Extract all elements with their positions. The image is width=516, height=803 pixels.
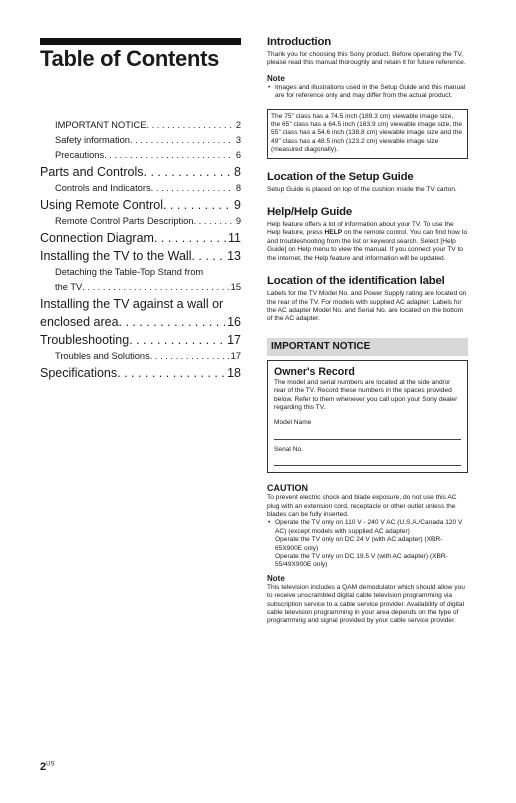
right-column — [267, 35, 468, 626]
note-bullet: • Images and illustrations used in the Setup Guide and this manual are for reference only and may differ from the actual product. — [275, 84, 468, 101]
toc-entry[interactable]: Detaching the Table-Top Stand from the TV . . . 15 — [40, 265, 241, 295]
caution-note-heading: Note — [267, 573, 285, 583]
setup-guide-text: Setup Guide is placed on top of the cushion inside the TV carton. — [267, 185, 457, 193]
toc-entry[interactable]: IMPORTANT NOTICE . . . 2 — [40, 118, 241, 133]
toc-entry[interactable]: Troubles and Solutions . . . 17 — [40, 349, 241, 364]
note-heading: Note — [267, 73, 285, 83]
model-name-field[interactable] — [274, 430, 461, 440]
toc-entry[interactable]: Parts and Controls . . . 8 — [40, 163, 241, 181]
serial-number-label: Serial No. — [274, 445, 303, 453]
help-guide-text: Help feature offers a lot of information about your TV. To use the Help feature, press HELP on the remote control. You can find how to and troubleshooting from the list or keyword search. Select [Help Guide] on Help menu to view the manual. If you connect your TV to the internet, the Help feature and information will be updated. — [267, 221, 468, 262]
screen-size-box: The 75" class has a 74.5 inch (189.3 cm) viewable image size, the 65" class has a 64.5 inch (163.9 cm) viewable image size, the 55" class has a 54.6 inch (138.8 cm) viewable image size and the 49" class has a 48.5 inch (123.2 cm) viewable image size (measured diagonally). — [267, 109, 468, 159]
setup-guide-heading: Location of the Setup Guide — [267, 170, 414, 183]
caution-list — [267, 519, 468, 569]
table-of-contents — [40, 118, 241, 382]
serial-number-field[interactable] — [274, 456, 461, 466]
important-notice-heading: IMPORTANT NOTICE — [267, 338, 468, 356]
toc-entry[interactable]: Remote Control Parts Description . . . 9 — [40, 214, 241, 229]
caution-heading: CAUTION — [267, 483, 308, 494]
toc-entry[interactable]: Controls and Indicators . . . 8 — [40, 181, 241, 196]
toc-entry[interactable]: Installing the TV against a wall or enclosed area . . . 16 — [40, 295, 241, 331]
toc-entry[interactable]: Installing the TV to the Wall . . . 13 — [40, 247, 241, 265]
owners-record-title: Owner's Record — [274, 365, 355, 378]
toc-entry[interactable]: Connection Diagram . . . 11 — [40, 229, 241, 247]
caution-bullet: • Operate the TV only on 110 V - 240 V AC (U.S.A./Canada 120 V AC) (except models with supplied AC adapter) Operate the TV only on DC 24 V (with AC adapter) (XBR-65X900E only) Operate the TV only on DC 19.5 V (with AC adapter) (XBR-55/49X900E only) — [275, 519, 468, 569]
help-guide-heading: Help/Help Guide — [267, 206, 352, 219]
toc-entry[interactable]: Precautions . . . 6 — [40, 148, 241, 163]
toc-title-bar — [40, 38, 241, 45]
model-name-label: Model Name — [274, 419, 312, 427]
toc-title: Table of Contents — [40, 46, 220, 71]
owners-record-box — [267, 360, 468, 473]
identification-label-text: Labels for the TV Model No. and Power Supply rating are located on the rear of the TV. For models with supplied AC adapter: Labels for the AC adapter Model No. and Serial No. are located on the bottom of the AC adapter. — [267, 290, 467, 323]
owners-record-text: The model and serial numbers are located at the side and/or rear of the TV. Record these numbers in the spaces provided below. Refer to them whenever you call upon your Sony dealer regarding this TV. — [274, 378, 458, 411]
toc-entry[interactable]: Using Remote Control . . . 9 — [40, 196, 241, 214]
toc-entry[interactable]: Specifications . . . 18 — [40, 364, 241, 382]
introduction-text: Thank you for choosing this Sony product. Before operating the TV, please read this manual thoroughly and retain it for future reference. — [267, 51, 466, 67]
caution-note-text: This television includes a QAM demodulator which should allow you to receive unscrambled digital cable television programming via subscription service to a cable service provider. Availability of digital cable television programming in your area depends on the type of programming and signal provided by your cable service provider. — [267, 583, 465, 625]
identification-label-heading: Location of the identification label — [267, 275, 445, 288]
caution-text: To prevent electric shock and blade exposure, do not use this AC plug with an extension cord, receptacle or other outlet unless the blades can be fully inserted. — [267, 494, 457, 518]
toc-entry[interactable]: Safety information . . . 3 — [40, 133, 241, 148]
page-number: $2^{US}$ — [40, 761, 55, 773]
toc-entry[interactable]: Troubleshooting . . . 17 — [40, 331, 241, 349]
introduction-heading: Introduction — [267, 36, 332, 48]
note-list — [267, 84, 468, 101]
